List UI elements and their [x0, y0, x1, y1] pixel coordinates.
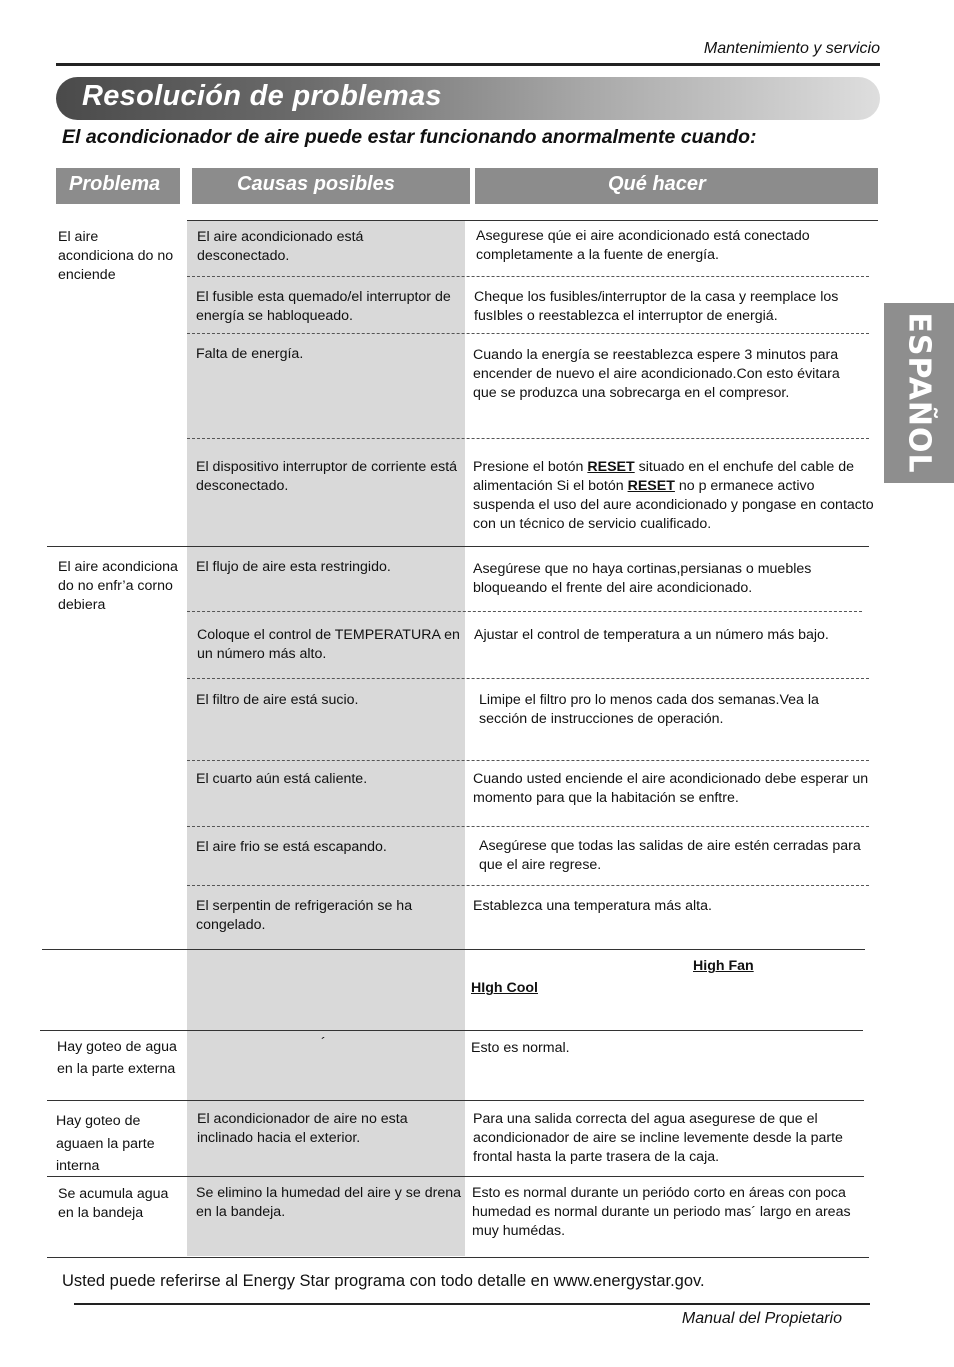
fix-text: Esto es normal.: [471, 1040, 570, 1056]
row-separator: [187, 760, 869, 761]
column-header-problem: Problema: [56, 168, 180, 204]
column-header-causes: Causas posibles: [192, 168, 470, 204]
top-rule: [56, 63, 880, 66]
fix-text: Limipe el filtro pro lo menos cada dos semanas.Vea la sección de instrucciones de operación.: [479, 692, 819, 727]
cause-text: El dispositivo interruptor de corriente está desconectado.: [196, 459, 458, 494]
reset-label: RESET: [627, 478, 675, 494]
fix-text: Establezca una temperatura más alta.: [473, 898, 712, 914]
table-rule: [47, 546, 869, 547]
problem-text: Se acumula agua en la bandeja: [58, 1186, 169, 1221]
table-rule: [40, 1030, 863, 1031]
row-separator: [187, 826, 869, 827]
cause-text: Falta de energía.: [196, 346, 304, 362]
reset-label: RESET: [587, 459, 635, 475]
row-separator: [187, 276, 869, 277]
table-rule: [42, 949, 865, 950]
table-rule: [47, 1257, 869, 1258]
problem-text: Hay goteo de agua en la parte externa: [57, 1039, 177, 1077]
cause-mark: ´: [321, 1035, 326, 1051]
running-footer: Manual del Propietario: [681, 1310, 842, 1327]
row-separator: [187, 885, 869, 886]
fix-text: Asegúrese que no haya cortinas,persianas o muebles bloqueando el frente del aire acondicionado.: [473, 561, 812, 596]
language-tab-label: ESPAÑOL: [901, 312, 937, 474]
table-rule: [187, 220, 878, 221]
row-separator: [187, 611, 862, 612]
fix-text: Para una salida correcta del agua asegurese de que el acondicionador de aire se incline levemente desde la parte frontal hasta la parte trasera de la caja.: [473, 1111, 843, 1165]
cause-text: El aire frio se está escapando.: [196, 839, 387, 855]
row-separator: [187, 333, 869, 334]
cause-text: El filtro de aire está sucio.: [196, 692, 359, 708]
row-separator: [187, 438, 869, 439]
cause-text: El fusible esta quemado/el interruptor de energía se habloqueado.: [196, 289, 451, 324]
table-rule: [47, 1100, 864, 1101]
cause-text: El serpentin de refrigeración se ha congelado.: [196, 898, 413, 933]
cause-text: Coloque el control de TEMPERATURA en un número más alto.: [197, 627, 460, 662]
problem-text: El aire acondiciona do no enciende: [58, 229, 174, 283]
running-header: Mantenimiento y servicio: [703, 40, 880, 57]
cause-text: El aire acondicionado está desconectado.: [197, 229, 364, 264]
high-fan-label: High Fan: [693, 958, 754, 974]
fix-text: Ajustar el control de temperatura a un número más bajo.: [474, 627, 829, 643]
page-subtitle: El acondicionador de aire puede estar funcionando anormalmente cuando:: [62, 126, 757, 148]
problem-text: Hay goteo de aguaen la parte interna: [56, 1113, 155, 1174]
fix-text: Presione el botón RESET situado en el enchufe del cable de alimentación Si el botón RESET no p ermanece activo suspenda el uso del aure acondicionado y pongase en contacto con un técnico de servicio cualificado.: [473, 459, 874, 532]
fix-text: Cuando usted enciende el aire acondicionado debe esperar un momento para que la habitación se enftre.: [473, 771, 869, 806]
language-tab: [884, 303, 954, 483]
bottom-rule: [74, 1303, 870, 1305]
cause-text: El flujo de aire esta restringido.: [196, 559, 391, 575]
problem-text: El aire acondiciona do no enfr’a corno debiera: [58, 559, 178, 613]
high-cool-label: HIgh Cool: [471, 980, 538, 996]
row-separator: [187, 678, 869, 679]
cause-text: El acondicionador de aire no esta inclinado hacia el exterior.: [197, 1111, 408, 1146]
cause-text: El cuarto aún está caliente.: [196, 771, 368, 787]
causes-column-bg: [187, 221, 465, 546]
fix-text: Asegúrese que todas las salidas de aire estén cerradas para que el aire regrese.: [479, 838, 861, 873]
cause-text: Se elimino la humedad del aire y se drena en la bandeja.: [196, 1185, 461, 1220]
fix-text: Cuando la energía se reestablezca espere 3 minutos para encender de nuevo el aire acondicionado.Con esto évitara que se produzca una sobrecarga en el compresor.: [473, 347, 840, 401]
fix-text: Asegurese qúe ei aire acondicionado está conectado completamente a la fuente de energía.: [476, 228, 810, 263]
page-title: Resolución de problemas: [82, 80, 442, 112]
column-header-todo: Qué hacer: [475, 168, 878, 204]
fix-text: Esto es normal durante un periódo corto en áreas con poca humedad es normal durante un periodo mas´ largo en areas muy humédas.: [472, 1185, 851, 1239]
fix-text: Cheque los fusibles/interruptor de la casa y reemplace los fusIbles o reestablezca el interruptor de energiá.: [474, 289, 839, 324]
energy-star-note: Usted puede referirse al Energy Star programa con todo detalle en www.energystar.gov.: [62, 1272, 705, 1290]
